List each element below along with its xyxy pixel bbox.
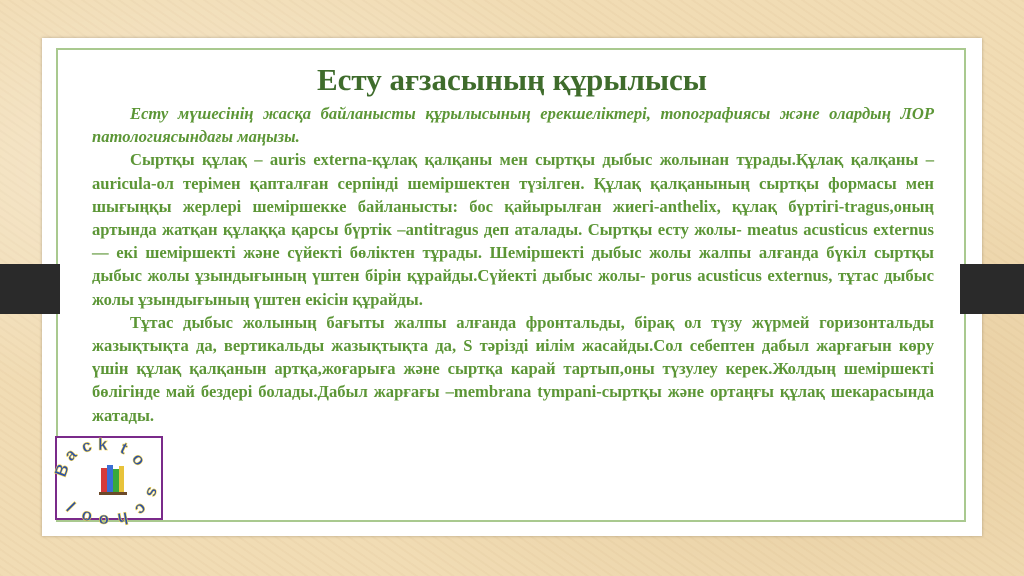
svg-text:o: o [98,511,109,530]
svg-text:h: h [116,508,130,529]
slide-title: Есту ағзасының құрылысы [316,62,708,97]
paragraph-intro: Есту мүшесінің жасқа байланысты құрылысының ерекшеліктері, топографиясы және олардың ЛОР патологиясындағы маңызы. [92,104,934,147]
svg-text:k: k [98,435,108,454]
svg-text:o: o [127,449,150,470]
svg-text:s: s [142,484,164,501]
svg-text:o: o [79,506,95,528]
svg-text:l: l [63,497,80,515]
slide-body [92,102,934,427]
svg-text:B: B [50,461,73,480]
paragraph-ear-canal: Тұтас дыбыс жолының бағыты жалпы алғанда фронтальды, бірақ ол түзу жүрмей горизонтальды жазықтықта да, вертикальды жазықтықта да, S тәрізді иілім жасайды.Сол себептен дабыл жарғағын көру үшін құлақ қалқанын артқа,жоғарыға және сыртқа карай тартып,оны түзулеу керек.Жолдың шеміршекті бөлігінде май бездері болады.Дабыл жарғағы –membrana tympani-сыртқы және ортаңғы құлақ шекарасында жатады. [92,312,934,425]
svg-text:c: c [131,498,151,520]
decorative-bar-right [960,264,1024,314]
back-to-school-icon [50,435,164,530]
back-to-school-logo[interactable] [50,435,164,530]
svg-text:a: a [60,444,81,465]
svg-text:c: c [78,435,95,457]
decorative-bar-left [0,264,60,314]
svg-text:t: t [117,438,131,459]
paragraph-outer-ear: Сыртқы құлақ – auris externa-құлақ қалқаны мен сыртқы дыбыс жолынан тұрады.Құлақ қалқаны –auricula-ол терімен қапталған серпінді шеміршектен түзілген. Құлақ қалқанының сыртқы формасы мен шығыңқы жерлері шеміршекке байланысты: бос қайырылған жиегі-anthelix, құлақ бүртігі-tragus,оның артында жатқан құлаққа қарсы бүртік –antitragus деп аталады. Сыртқы есту жолы- meatus acusticus externus — екі шеміршекті және сүйекті бөліктен тұрады. Шеміршекті дыбыс жолы жалпы алғанда бүкіл сыртқы дыбыс жолы ұзындығының үштен бірін құрайды.Сүйекті дыбыс жолы- porus acusticus externus, тұтас дыбыс жолы ұзындығының үштен екісін құрайды. [92,150,934,309]
